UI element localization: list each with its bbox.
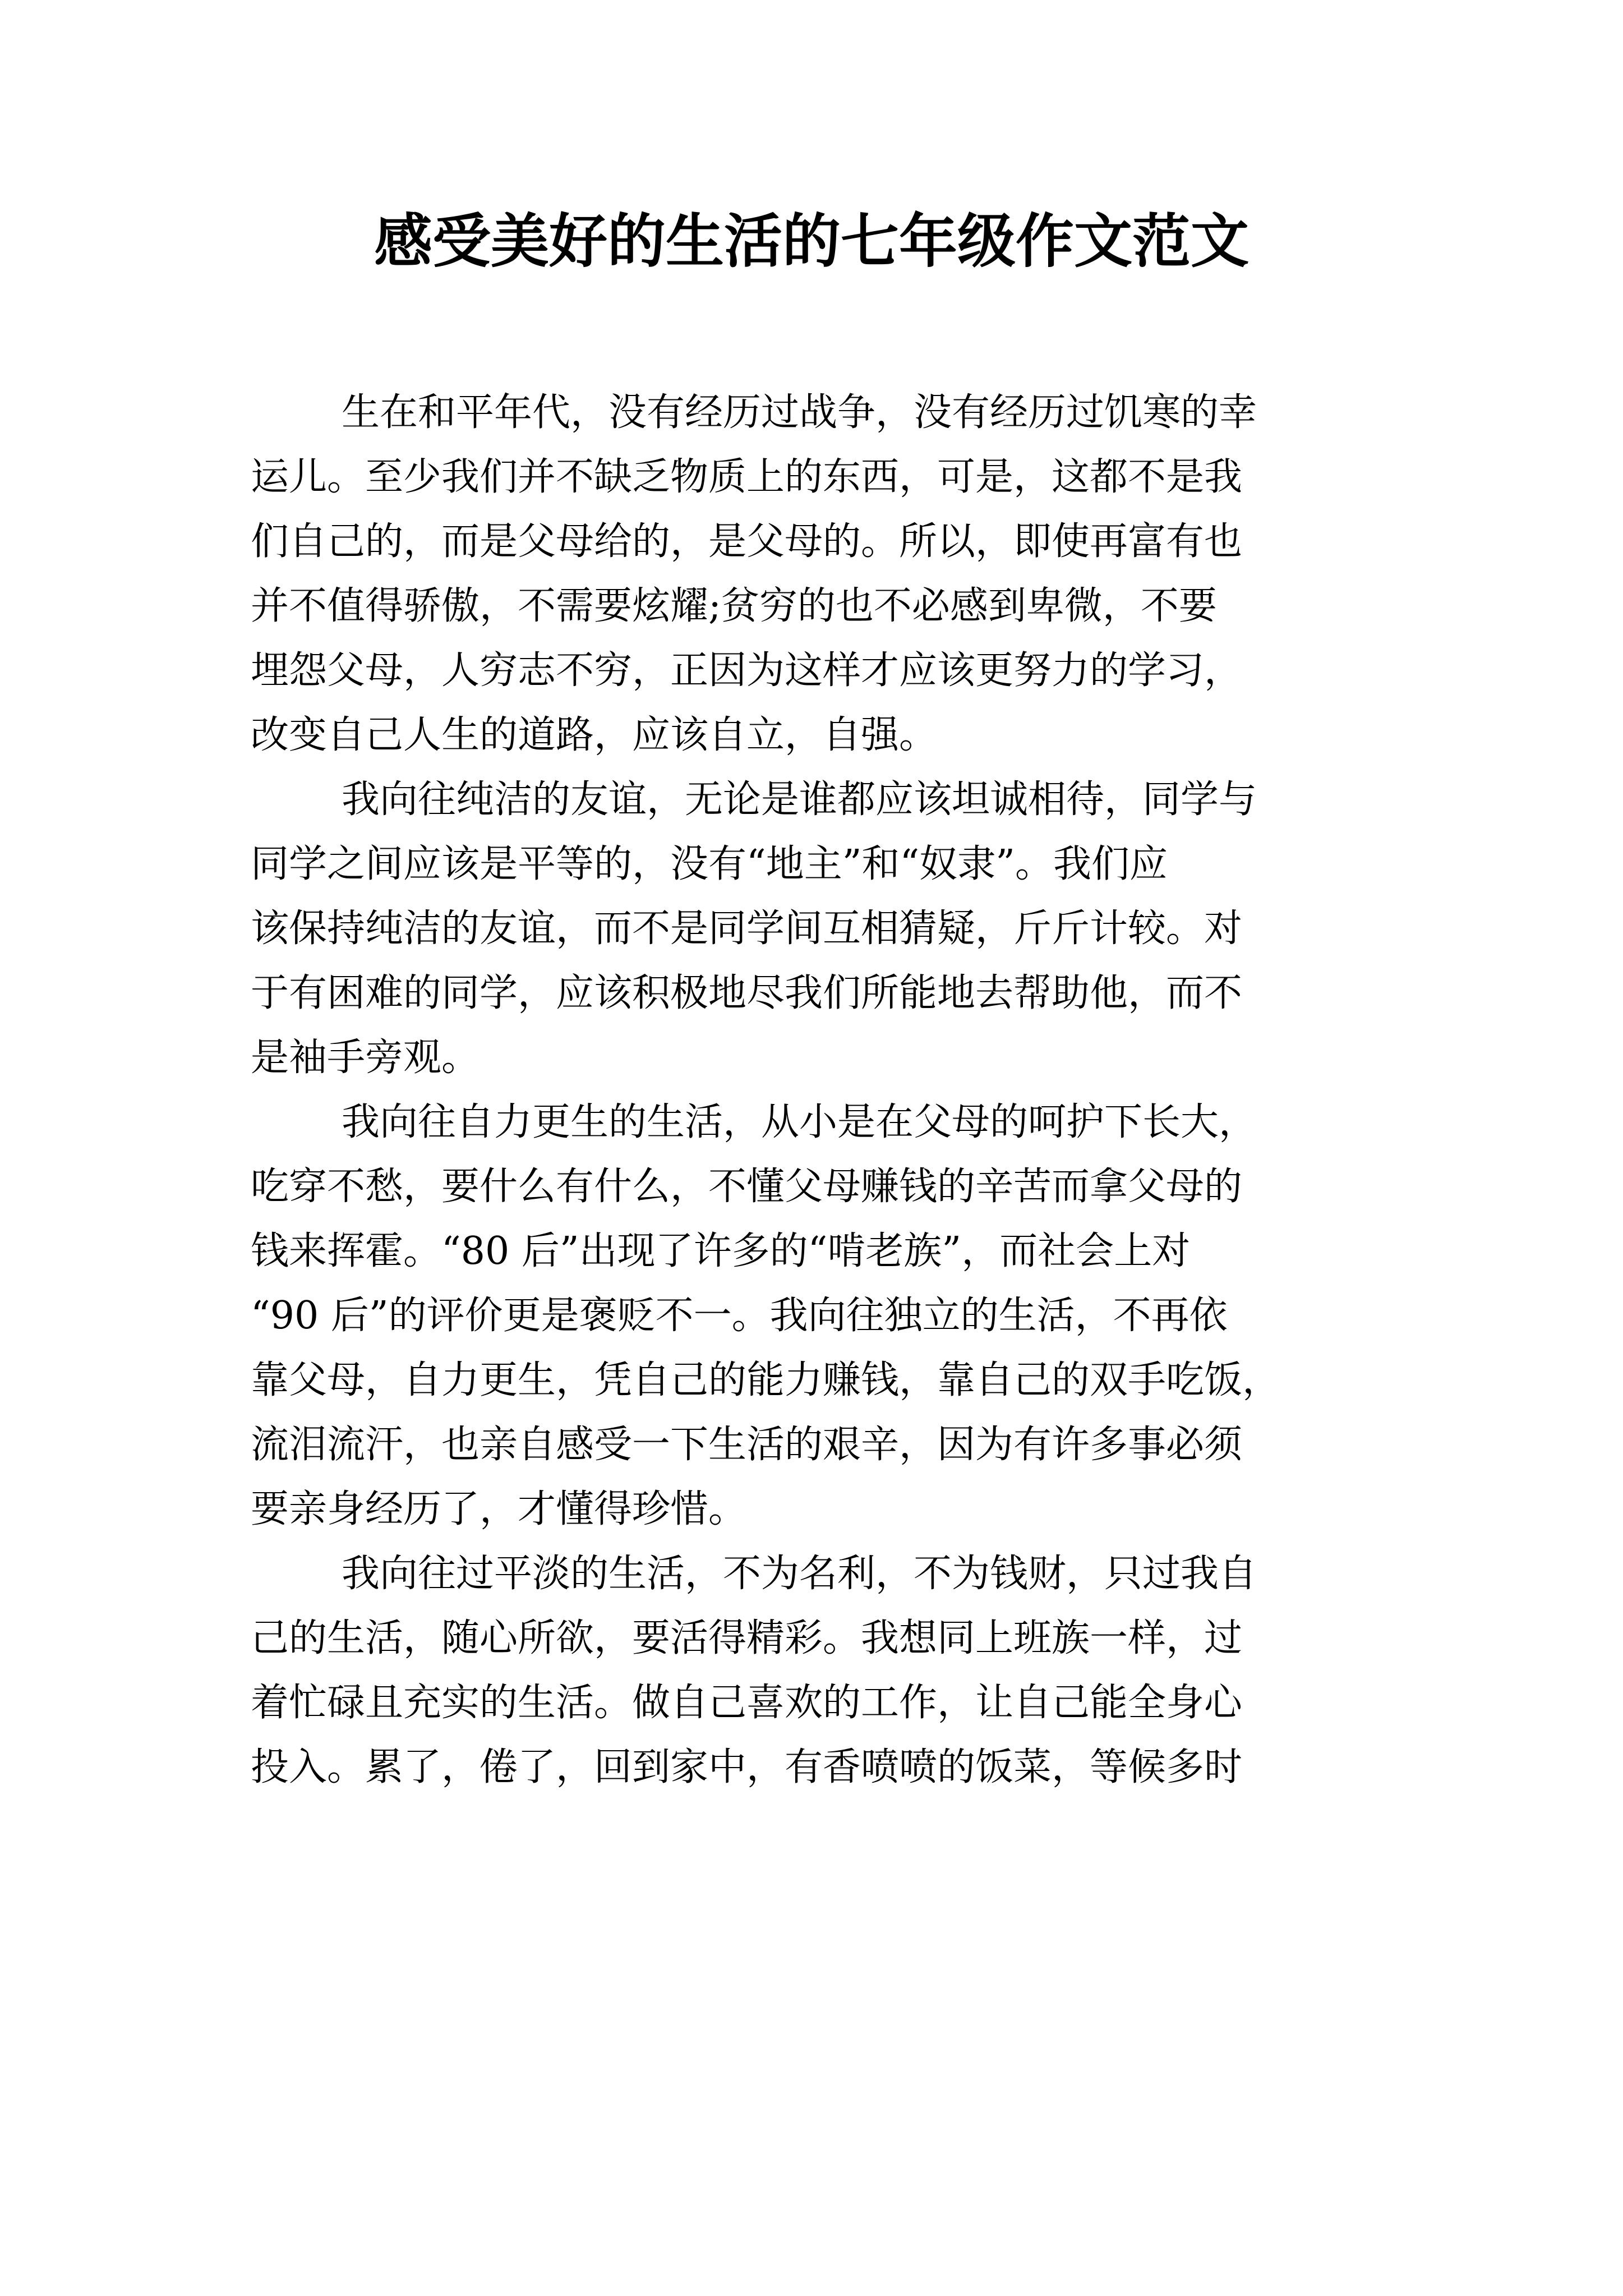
text-line: 改变自己人生的道路，应该自立，自强。 [251, 713, 938, 757]
text-line: 钱来挥霍。“80 后”出现了许多的“啃老族”，而社会上对 [251, 1229, 1191, 1273]
text-line: 同学之间应该是平等的，没有“地主”和“奴隶”。我们应 [251, 842, 1168, 886]
text-line: 于有困难的同学，应该积极地尽我们所能地去帮助他，而不 [251, 971, 1243, 1015]
paragraph [251, 767, 1386, 1090]
paragraph [251, 380, 1386, 767]
text-line: 流泪流汗，也亲自感受一下生活的艰辛，因为有许多事必须 [251, 1423, 1243, 1467]
text-line: 该保持纯洁的友谊，而不是同学间互相猜疑，斤斤计较。对 [251, 907, 1243, 951]
text-line: 们自己的，而是父母给的，是父母的。所以，即使再富有也 [251, 519, 1243, 564]
text-line: 靠父母，自力更生，凭自己的能力赚钱，靠自己的双手吃饭， [251, 1358, 1281, 1402]
paragraph [251, 1542, 1386, 1800]
document-body [251, 380, 1386, 1800]
text-line: 是袖手旁观。 [251, 1036, 480, 1080]
text-line: 吃穿不愁，要什么有什么，不懂父母赚钱的辛苦而拿父母的 [251, 1165, 1243, 1209]
text-line: 我向往自力更生的生活，从小是在父母的呵护下长大， [342, 1100, 1257, 1144]
paragraph [251, 1090, 1386, 1542]
text-line: 埋怨父母，人穷志不穷，正因为这样才应该更努力的学习， [251, 648, 1243, 693]
text-line: “90 后”的评价更是褒贬不一。我向往独立的生活，不再依 [251, 1294, 1228, 1338]
text-line: 要亲身经历了，才懂得珍惜。 [251, 1487, 747, 1531]
text-line: 并不值得骄傲，不需要炫耀;贫穷的也不必感到卑微，不要 [251, 584, 1217, 628]
text-line: 着忙碌且充实的生活。做自己喜欢的工作，让自己能全身心 [251, 1681, 1243, 1725]
text-line: 生在和平年代，没有经历过战争，没有经历过饥寒的幸 [342, 390, 1257, 435]
document-title: 感受美好的生活的七年级作文范文 [374, 206, 1249, 275]
text-line: 我向往过平淡的生活，不为名利，不为钱财，只过我自 [342, 1552, 1257, 1596]
text-line: 我向往纯洁的友谊，无论是谁都应该坦诚相待，同学与 [342, 777, 1257, 822]
text-line: 投入。累了，倦了，回到家中，有香喷喷的饭菜，等候多时 [251, 1745, 1243, 1789]
text-line: 己的生活，随心所欲，要活得精彩。我想同上班族一样，过 [251, 1616, 1243, 1660]
text-line: 运儿。至少我们并不缺乏物质上的东西，可是，这都不是我 [251, 455, 1243, 499]
